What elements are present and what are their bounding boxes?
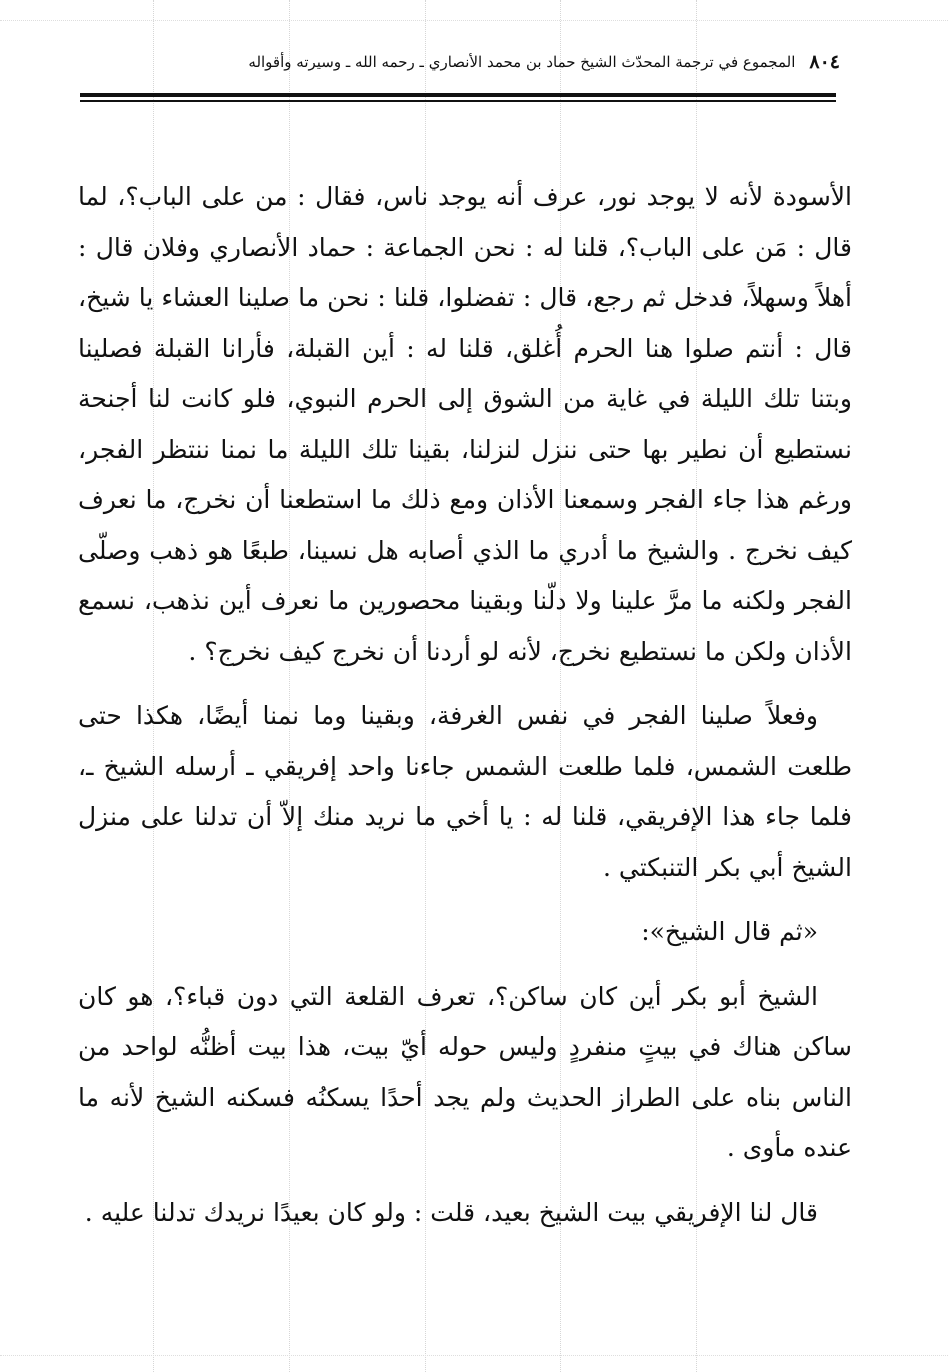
paragraph: الأسودة لأنه لا يوجد نور، عرف أنه يوجد ناس، فقال : من على الباب؟، لما قال : مَن على الباب؟، قلنا له : نحن الجماعة : حماد الأنصاري وفلان قال : أهلاً وسهلاً، فدخل ثم رجع، قال : تفضلوا، قلنا : نحن ما صلينا العشاء يا شيخ، قال : أنتم صلوا هنا الحرم أُغلق، قلنا له : أين القبلة، فأرانا القبلة فصلينا وبتنا تلك الليلة في غاية من الشوق إلى الحرم النبوي، فلو كانت لنا أجنحة نستطيع أن نطير بها حتى ننزل لنزلنا، بقينا تلك الليلة ما نمنا ننتظر الفجر، ورغم هذا جاء الفجر وسمعنا الأذان ومع ذلك ما استطعنا أن نخرج، ما نعرف كيف نخرج . والشيخ ما أدري ما الذي أصابه هل نسينا، طبعًا هو ذهب وصلّى الفجر ولكنه ما مرَّ علينا ولا دلّنا وبقينا محصورين ما نعرف أين نذهب، نسمع الأذان ولكن ما نستطيع نخرج، لأنه لو أردنا أن نخرج كيف نخرج؟ . <box>78 182 852 666</box>
header-rule-thin <box>80 100 836 102</box>
page-number: ٨٠٤ <box>809 51 840 73</box>
paragraph: قال لنا الإفريقي بيت الشيخ بعيد، قلت : ولو كان بعيدًا نريدك تدلنا عليه . <box>84 1197 818 1227</box>
paragraph: الشيخ أبو بكر أين كان ساكن؟، تعرف القلعة التي دون قباء؟، هو كان ساكن هناك في بيتٍ منفردٍ وليس حوله أيّ بيت، هذا بيت أظنُّه لواحد من الناس بناه على الطراز الحديث ولم يجد أحدًا يسكنُه فسكنه الشيخ لأنه ما عنده مأوى . <box>78 981 852 1162</box>
body-text <box>78 172 852 1238</box>
running-title: المجموع في ترجمة المحدّث الشيخ حماد بن محمد الأنصاري ـ رحمه الله ـ وسيرته وأقواله <box>248 53 796 71</box>
scan-guide-line <box>0 20 948 21</box>
paragraph: وفعلاً صلينا الفجر في نفس الغرفة، وبقينا وما نمنا أيضًا، هكذا حتى طلعت الشمس، فلما طلعت الشمس جاءنا واحد إفريقي ـ أرسله الشيخ ـ، فلما جاء هذا الإفريقي، قلنا له : يا أخي ما نريد منك إلاّ أن تدلنا على منزل الشيخ أبي بكر التنبكتي . <box>78 701 852 882</box>
header-rule-thick <box>80 93 836 97</box>
section-quote: «ثم قال الشيخ»: <box>641 917 818 946</box>
running-header <box>80 44 840 80</box>
scan-guide-line <box>0 1355 948 1356</box>
